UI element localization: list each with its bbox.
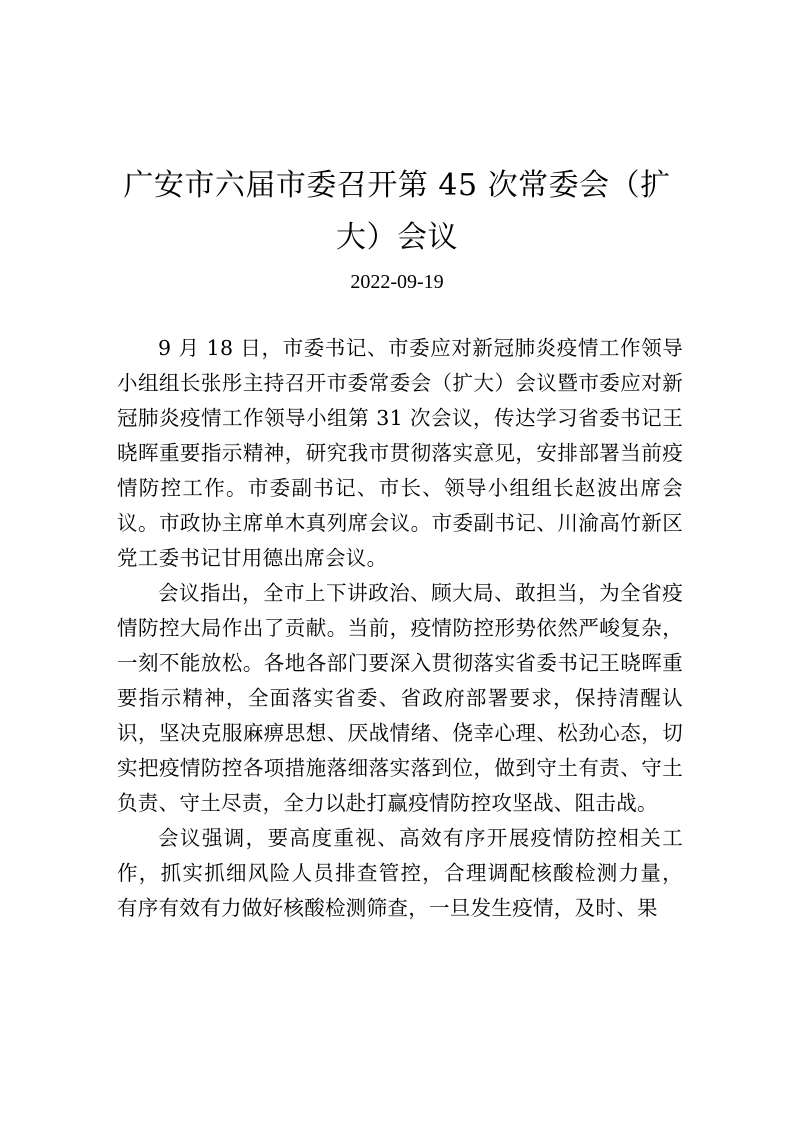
publish-date: 2022-09-19 [350,271,444,293]
article-body [117,331,683,926]
paragraph-3: 会议强调，要高度重视、高效有序开展疫情防控相关工作，抓实抓细风险人员排查管控，合理调配核酸检测力量， 有序有效有力做好核酸检测筛查，一旦发生疫情，及时、果 [117,826,683,920]
paragraph-2: 会议指出，全市上下讲政治、顾大局、敢担当，为全省疫情防控大局作出了贡献。当前，疫情防控形势依然严峻复杂，一刻不能放松。各地各部门要深入贯彻落实省委书记王晓晖重要指示精神，全面落实省委、省政府部署要求，保持清醒认识，坚决克服麻痹思想、厌战情绪、侥幸心理、松劲心态，切实把疫情防控各项措施落细落实落到位，做到守土有责、守土负责、守土尽责，全力以赴打赢疫情防控攻坚战、阻击战。 [117,581,683,815]
paragraph-1: 9 月 18 日，市委书记、市委应对新冠肺炎疫情工作领导小组组长张彤主持召开市委常委会（扩大）会议暨市委应对新冠肺炎疫情工作领导小组第 31 次会议，传达学习省委书记王晓晖重要指示精神，研究我市贯彻落实意见，安排部署当前疫情防控工作。市委副书记、市长、领导小组组长赵波出席会议。市政协主席单木真列席会议。市委副书记、川渝高竹新区党工委书记甘用德出席会议。 [117,336,683,570]
document-title: 广安市六届市委召开第 45 次常委会（扩大）会议 [123,168,671,255]
